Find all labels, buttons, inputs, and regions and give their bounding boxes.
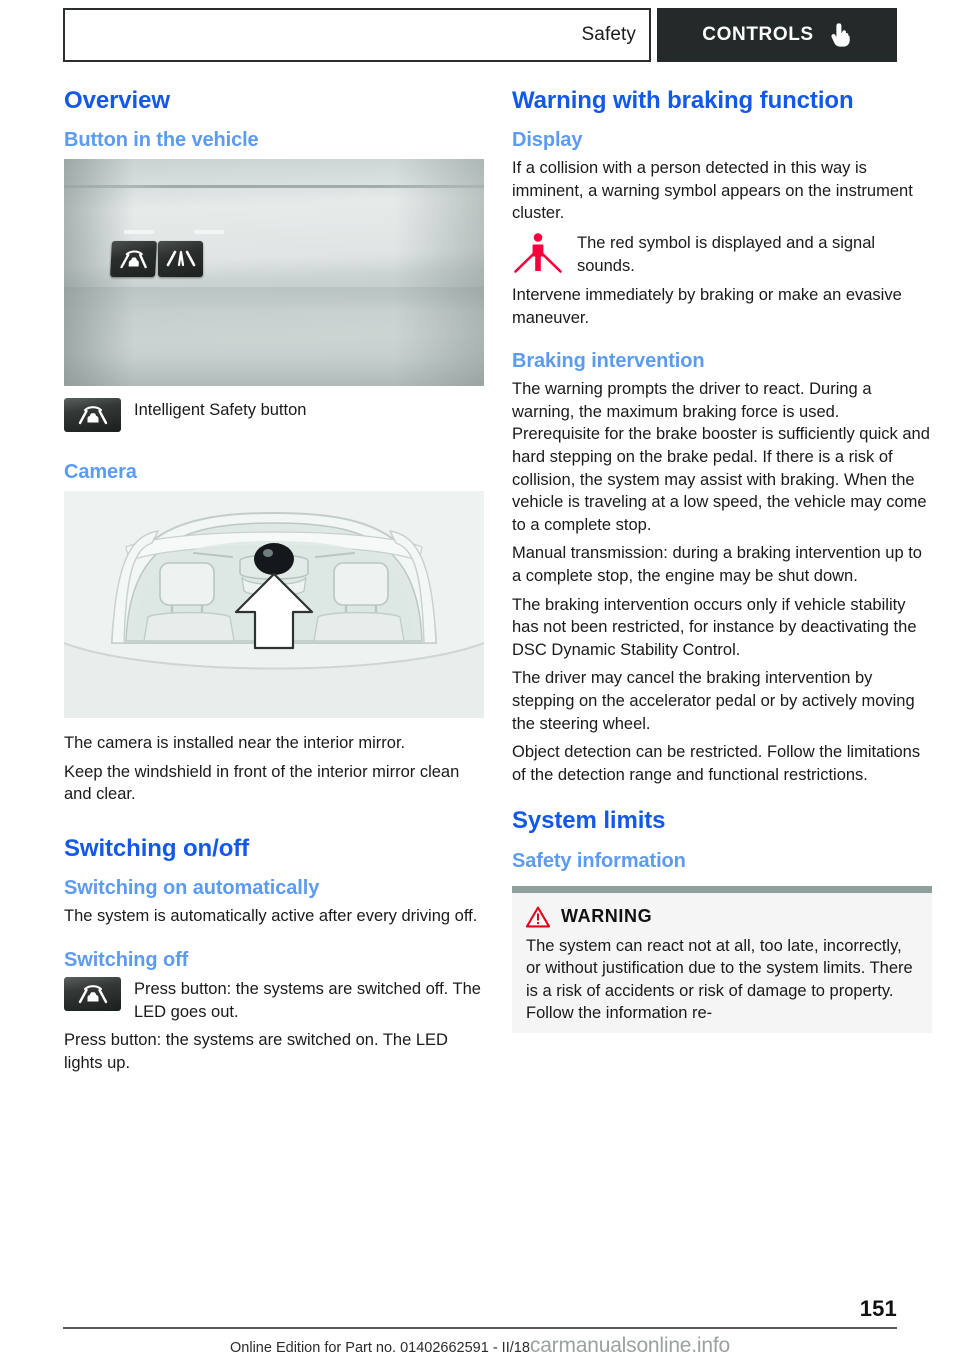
switching-on-text: Press button: the systems are switched on. The LED lights up. bbox=[64, 1031, 448, 1072]
led-indicator-left bbox=[124, 230, 154, 234]
led-indicator-right bbox=[194, 230, 224, 234]
intelligent-safety-button[interactable] bbox=[110, 241, 157, 277]
pointing-hand-icon bbox=[830, 22, 852, 48]
page-number: 151 bbox=[859, 1296, 897, 1321]
photo-dashboard-buttons bbox=[64, 159, 484, 386]
braking-text-3: The braking intervention occurs only if vehicle stability has not been restricted, for instance by deactivating the DSC Dynamic Stability Control. bbox=[512, 595, 917, 659]
page-header bbox=[63, 8, 897, 62]
braking-text-2: Manual transmission: during a braking intervention up to a complete stop, the engine may be shut down. bbox=[512, 544, 922, 585]
dashboard-button-pair bbox=[111, 241, 203, 277]
photo-shadow-right bbox=[394, 159, 484, 386]
right-column bbox=[512, 86, 932, 1033]
switching-on-automatically-text: The system is automatically active after every driving off. bbox=[64, 907, 478, 926]
display-text: If a collision with a person detected in this way is imminent, a warning symbol appears on the instrument cluster. bbox=[512, 159, 913, 223]
photo-windshield-camera bbox=[64, 491, 484, 718]
switching-off-caption: Press button: the systems are switched off. The LED goes out. bbox=[134, 979, 481, 1021]
warning-header bbox=[526, 906, 918, 928]
heading-warning-with-braking-function: Warning with braking function bbox=[512, 87, 854, 114]
intelligent-safety-button-icon bbox=[64, 977, 121, 1011]
section-title: CONTROLS bbox=[702, 24, 814, 45]
heading-system-limits: System limits bbox=[512, 807, 666, 835]
intelligent-safety-button-icon bbox=[64, 398, 121, 432]
heading-camera: Camera bbox=[64, 461, 137, 484]
warning-label: WARNING bbox=[561, 906, 653, 927]
caption-row-switching-off bbox=[64, 977, 484, 1023]
footer-divider bbox=[63, 1327, 897, 1329]
intelligent-safety-button-caption: Intelligent Safety button bbox=[134, 401, 307, 420]
site-watermark: carmanualsonline.info bbox=[529, 1334, 730, 1357]
warning-text: The system can react not at all, too late, incorrectly, or without justification due to the system limits. There is a risk of accidents or risk of damage to property. Follow the information re- bbox=[526, 936, 913, 1023]
chapter-title: Safety bbox=[581, 24, 636, 45]
heading-button-in-the-vehicle: Button in the vehicle bbox=[64, 129, 259, 152]
caption-row-red-symbol bbox=[512, 231, 932, 278]
heading-display: Display bbox=[512, 129, 583, 152]
header-section-tab[interactable] bbox=[657, 8, 897, 62]
left-column bbox=[64, 86, 484, 1080]
heading-switching-on-automatically: Switching on automatically bbox=[64, 877, 320, 900]
heading-safety-information: Safety information bbox=[512, 849, 686, 872]
caption-row-intelligent-safety bbox=[64, 398, 484, 432]
warning-box bbox=[512, 886, 932, 1033]
red-pedestrian-warning-icon bbox=[512, 231, 564, 278]
heading-braking-intervention: Braking intervention bbox=[512, 350, 705, 373]
lane-departure-button[interactable] bbox=[158, 241, 203, 277]
braking-text-1: The warning prompts the driver to react. During a warning, the maximum braking force is used. Prerequisite for the brake booster is sufficiently quick and hard stepping on the brake pedal. If there is a risk of collision, the system may assist with braking. When the vehicle is traveling at a low speed, the vehicle may come to a complete stop. bbox=[512, 380, 930, 534]
braking-text-5: Object detection can be restricted. Follow the limitations of the detection range and functional restrictions. bbox=[512, 743, 921, 784]
camera-text-2: Keep the windshield in front of the interior mirror clean and clear. bbox=[64, 762, 460, 804]
page-footer bbox=[0, 1296, 960, 1362]
warning-triangle-icon bbox=[526, 906, 550, 928]
edition-note: Online Edition for Part no. 01402662591 - II/18 bbox=[230, 1340, 530, 1356]
braking-text-4: The driver may cancel the braking intervention by stepping on the accelerator pedal or by actively moving the steering wheel. bbox=[512, 669, 915, 733]
heading-overview: Overview bbox=[64, 87, 170, 114]
heading-switching-off: Switching off bbox=[64, 948, 189, 971]
red-symbol-caption: The red symbol is displayed and a signal sounds. bbox=[577, 234, 876, 275]
heading-switching-on-off: Switching on/off bbox=[64, 835, 250, 863]
camera-text-1: The camera is installed near the interior mirror. bbox=[64, 734, 406, 753]
header-chapter-box bbox=[63, 8, 651, 62]
footer-note bbox=[0, 1334, 960, 1358]
intervene-text: Intervene immediately by braking or make an evasive maneuver. bbox=[512, 286, 902, 327]
